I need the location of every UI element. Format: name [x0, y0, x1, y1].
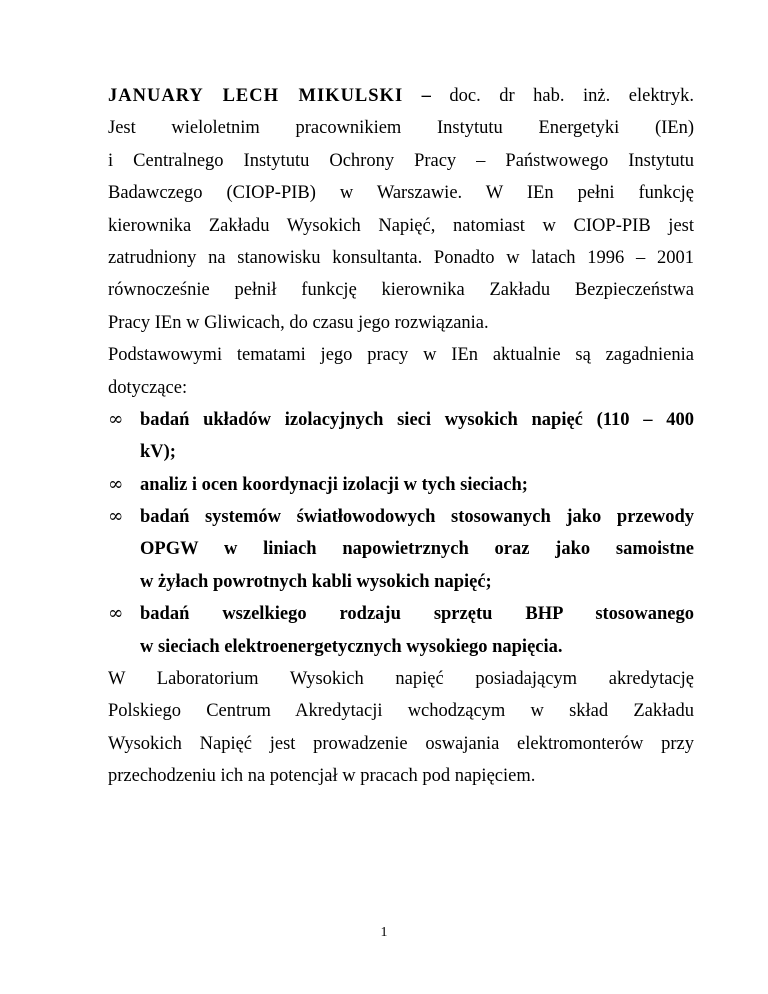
infinity-bullet-icon: ∞	[108, 473, 124, 495]
infinity-bullet-icon: ∞	[108, 506, 124, 528]
topics-intro	[108, 339, 694, 404]
topic-line: ∞ badań systemów światłowodowych stosowanych jako przewody	[108, 501, 694, 533]
lab-line: Wysokich Napięć jest prowadzenie oswajania elektromonterów przy	[108, 733, 694, 754]
topics-intro-line-last: dotyczące:	[108, 377, 188, 398]
topic-line: ∞ analiz i ocen koordynacji izolacji w tych sieciach;	[108, 469, 694, 501]
bio-line: Jest wieloletnim pracownikiem Instytutu Energetyki (IEn)	[108, 118, 694, 139]
topic-item	[108, 501, 694, 598]
topic-line-cont: kV);	[140, 442, 176, 463]
lab-line: Polskiego Centrum Akredytacji wchodzącym w skład Zakładu	[108, 701, 694, 722]
topic-line: ∞ badań układów izolacyjnych sieci wysokich napięć (110 – 400	[108, 404, 694, 436]
topics-list	[108, 404, 694, 663]
topic-line-cont: OPGW w liniach napowietrznych oraz jako samoistne	[140, 539, 694, 560]
bio-line-last: Pracy IEn w Gliwicach, do czasu jego rozwiązania.	[108, 312, 489, 333]
lab-line-last: przechodzeniu ich na potencjał w pracach pod napięciem.	[108, 766, 536, 787]
bio-line: kierownika Zakładu Wysokich Napięć, natomiast w CIOP-PIB jest	[108, 215, 694, 236]
bio-line: zatrudniony na stanowisku konsultanta. Ponadto w latach 1996 – 2001	[108, 247, 694, 268]
infinity-bullet-icon: ∞	[108, 408, 124, 430]
name-dash: –	[403, 86, 450, 106]
topic-line-cont: w sieciach elektroenergetycznych wysokiego napięcia.	[140, 636, 563, 657]
bio-paragraph	[108, 112, 694, 339]
lab-line: W Laboratorium Wysokich napięć posiadającym akredytację	[108, 669, 694, 690]
topic-item	[108, 404, 694, 469]
bio-line: i Centralnego Instytutu Ochrony Pracy – Państwowego Instytutu	[108, 150, 694, 171]
page-number: 1	[380, 925, 388, 940]
topic-line-cont: w żyłach powrotnych kabli wysokich napięć;	[140, 571, 492, 592]
bio-line: Badawczego (CIOP-PIB) w Warszawie. W IEn pełni funkcję	[108, 183, 694, 204]
bio-line: równocześnie pełnił funkcję kierownika Zakładu Bezpieczeństwa	[108, 280, 694, 301]
topic-item	[108, 469, 694, 501]
author-title: doc. dr hab. inż. elektryk.	[449, 86, 694, 106]
infinity-bullet-icon: ∞	[108, 603, 124, 625]
author-name: JANUARY LECH MIKULSKI	[108, 86, 404, 106]
topic-item	[108, 598, 694, 663]
topic-line: ∞ badań wszelkiego rodzaju sprzętu BHP stosowanego	[108, 598, 694, 630]
topics-intro-line: Podstawowymi tematami jego pracy w IEn aktualnie są zagadnienia	[108, 345, 694, 366]
document-page	[108, 80, 694, 793]
bio-heading-line	[108, 80, 694, 112]
lab-paragraph	[108, 663, 694, 793]
